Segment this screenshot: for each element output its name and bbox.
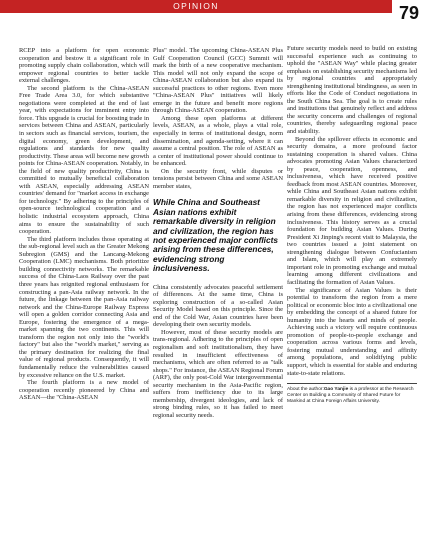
paragraph: Among these open platforms at different levels, ASEAN, as a whole, plays a vital role, especially in terms of institutional design, norm dissemination, and agenda-setting, where it can assume a central position. The role of ASEAN as a center of institutional power should continue to be enhanced. — [153, 114, 283, 168]
paragraph: Plus" model. The upcoming China-ASEAN Plus Gulf Cooperation Council (GCC) Summit will mark the birth of a new cooperative mechanism. This model will not only expand the scope of China-ASEAN collaboration but also expand its successful practices to other regions. Even more "China-ASEAN Plus" initiatives will likely emerge in the future and benefit more regions through China-ASEAN cooperation. — [153, 47, 283, 115]
paragraph: The second platform is the China-ASEAN Free Trade Area 3.0, for which substantive negotiations were completed at the end of last year, with expectations for imminent entry into force. This upgrade is crucial for boosting trade in services between China and ASEAN, particularly in sectors such as financial services, tourism, the digital economy, green development, and regulations and standards for new quality productivity. These areas will become new growth points for China-ASEAN cooperation. Notably, in the field of new quality productivity, China is committed to mutually beneficial collaboration with ASEAN, especially addressing ASEAN countries' demand for "market access in exchange for technology." By adhering to the principles of open-source technological cooperation and a holistic industrial ecosystem approach, China aims to ensure the sustainability of such cooperation. — [19, 84, 149, 236]
page-header — [0, 0, 427, 40]
article-column-2 — [153, 47, 283, 419]
paragraph: China consistently advocates peaceful settlement of differences. At the same time, China is exploring construction of a so-called Asian Security Model based on this principle. Since the end of the Cold War, Asian countries have been developing their own security models. — [153, 283, 283, 329]
pull-quote: While China and Southeast Asian nations exhibit remarkable diversity in religion and civilization, the region has not experienced major conflicts arising from these differences, evidencing strong inclusiveness. — [153, 197, 278, 274]
paragraph: RCEP into a platform for open economic cooperation and bestow it a significant role in promoting supply chain collaboration, which will empower regional countries to better tackle external challenges. — [19, 47, 149, 85]
bio-text: is a professor at the Research Center on Building a Community of Shared Future for Mankind at China Foreign Affairs University. — [287, 387, 414, 404]
paragraph: The significance of Asian Values is their potential to transform the region from a mere political or economic bloc into a civilizational one by embedding the concept of a shared future for humanity into the hearts and minds of people. Achieving such a victory will require continuous promotion of people-to-people exchange and cooperation across various forms and levels, fostering mutual understanding and affinity among populations, and solidifying public support, which is essential for stable and enduring state-to-state relations. — [287, 286, 417, 377]
paragraph: However, most of these security models are trans-regional. Adhering to the principles of open regionalism and soft institutionalism, they have resulted in insufficient effectiveness of mechanisms, which are often referred to as "talk shops." For instance, the ASEAN Regional Forum (ARF), the only post-Cold War intergovernmental security mechanism in the Asia-Pacific region, suffers from inefficiency due to its large membership, divergent ideologies, and lack of strong binding rules, so it has failed to meet regional security needs. — [153, 328, 283, 419]
article-column-1 — [19, 47, 149, 402]
paragraph: On the security front, while disputes or tensions persist between China and some ASEAN member states, — [153, 167, 283, 190]
page-number: 79 — [398, 3, 419, 23]
paragraph: Beyond the spillover effects in economic and security domains, a more profound factor sustaining cooperation is shared values. China advocates promoting Asian Values characterized by peace, cooperation, openness, and inclusiveness, which have received positive feedback from most ASEAN countries. Moreover, while China and Southeast Asian nations exhibit remarkable diversity in religion and civilization, the region has not experienced major conflicts arising from these differences, evidencing strong inclusiveness. This history serves as a crucial foundation for building Asian Values. During President Xi Jinping's recent visit to Malaysia, the two countries issued a joint statement on strengthening dialogue between Confucianism and Islam, which will play an extremely important role in promoting exchange and mutual learning among different civilizations and facilitating the formation of Asian Values. — [287, 135, 417, 286]
article-column-3 — [287, 45, 417, 405]
author-bio — [287, 387, 417, 405]
paragraph: Future security models need to build on existing successful experience such as continuing to uphold the "ASEAN Way" while placing greater emphasis on establishing security mechanisms led by regional countries and appropriately strengthening institutional bindingness, as seen in efforts like the Code of Conduct negotiations in the South China Sea. The goal is to create rules and institutions that genuinely reflect and address the security concerns and challenges of regional countries, thereby safeguarding regional peace and stability. — [287, 45, 417, 136]
author-name: Gao Yanjie — [323, 387, 349, 393]
section-title: OPINION — [173, 1, 219, 11]
bio-divider — [287, 383, 417, 384]
paragraph: The third platform includes those operating at the sub-regional level such as the Greater Mekong Subregion (GMS) and the Lancang-Mekong Cooperation (LMC) mechanisms. Both prioritize building connectivity networks. The remarkable success of the China-Laos Railway over the past three years has reignited regional enthusiasm for constructing a pan-Asia railway network. In the future, the linkage between the pan-Asia railway network and the China-Europe Railway Express will open a golden corridor connecting Asia and Europe, fostering the emergence of a mega-market spanning the two continents. This will transform the region not only into the "world's factory" but also the "world's market," serving as the primary destination for realizing the final value of regional products. Consequently, it will fundamentally reduce the vulnerabilities caused by excessive reliance on the U.S. market. — [19, 235, 149, 379]
paragraph: The fourth platform is a new model of cooperation recently pioneered by China and ASEAN—the "China-ASEAN — [19, 379, 149, 402]
bio-lead: About the author: — [287, 387, 324, 393]
